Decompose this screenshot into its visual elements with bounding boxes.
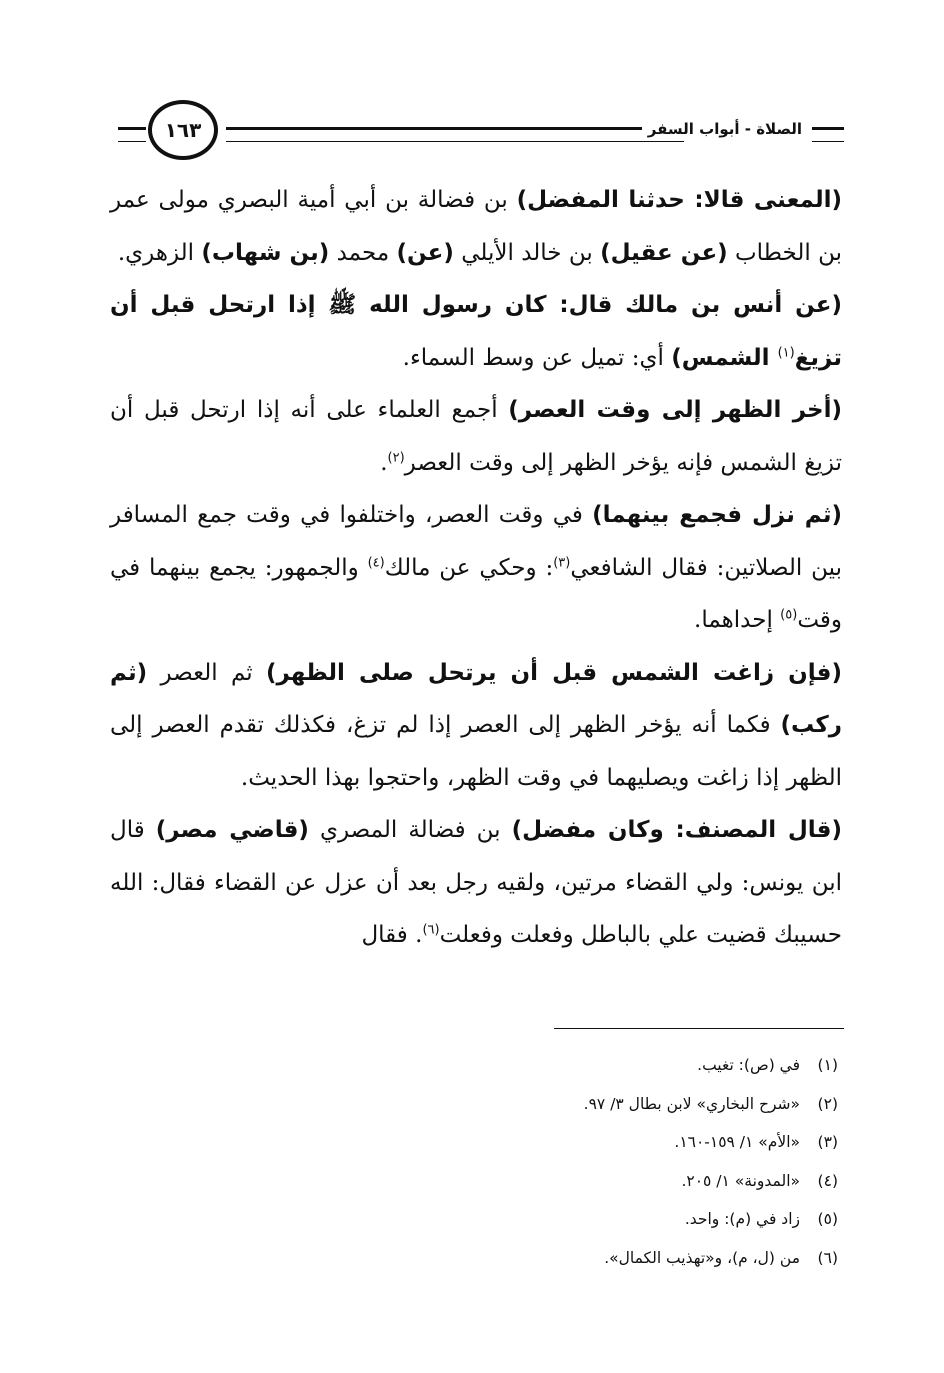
bold-phrase: (ثم نزل فجمع بينهما) xyxy=(592,502,842,528)
page-header xyxy=(118,100,844,170)
bold-phrase: (المعنى قالا: حدثنا المفضل) xyxy=(516,187,843,213)
footnote-item xyxy=(318,1162,838,1201)
text-run: أجمع العلماء على أنه إذا ارتحل قبل أن تزيغ الشمس فإنه يؤخر الظهر إلى وقت العصر xyxy=(110,397,842,476)
footnote-number: (٥) xyxy=(817,1210,838,1228)
footnote-number: (٢) xyxy=(817,1094,838,1113)
footnotes-list xyxy=(318,1046,838,1277)
paragraph xyxy=(110,174,842,279)
text-run: بن فضالة المصري xyxy=(308,817,512,843)
paragraph xyxy=(110,804,842,962)
footnote-text: في (ص): تغيب. xyxy=(697,1056,800,1074)
bold-phrase: (فإن زاغت الشمس قبل أن يرتحل صلى الظهر) xyxy=(266,659,842,686)
text-run: الزهري. xyxy=(117,239,202,266)
footnote-text: «شرح البخاري» لابن بطال ٣/ ٩٧. xyxy=(583,1094,800,1113)
text-run: محمد xyxy=(329,239,397,266)
footnote-ref[interactable]: (٥) xyxy=(780,607,798,623)
footnote-item xyxy=(318,1200,838,1239)
footnote-number: (٤) xyxy=(817,1171,838,1190)
header-rule xyxy=(118,127,146,142)
bold-phrase: (أخر الظهر إلى وقت العصر) xyxy=(508,397,842,423)
bold-phrase: (عن عقيل) xyxy=(600,239,728,266)
footnote-text: «المدونة» ١/ ٢٠٥. xyxy=(681,1171,800,1190)
page-number: ١٦٣ xyxy=(164,118,202,142)
text-run: أي: تميل عن وسط السماء. xyxy=(402,344,672,371)
text-run: إحداهما. xyxy=(694,607,781,633)
text-run: فكما أنه يؤخر الظهر إلى العصر إذا لم تزغ، فكذلك تقدم العصر إلى الظهر إذا زاغت ويصليهما في وقت الظهر، واحتجوا بهذا الحديث. xyxy=(110,712,842,791)
footnote-ref[interactable]: (٢) xyxy=(387,449,405,465)
text-run: في وقت العصر، واختلفوا في وقت جمع المسافر بين الصلاتين: فقال الشافعي xyxy=(110,502,842,581)
footnote-ref[interactable]: (٤) xyxy=(367,554,385,570)
header-rule xyxy=(812,127,844,142)
text-run: قال ابن يونس: ولي القضاء مرتين، ولقيه رجل بعد أن عزل عن القضاء فقال: الله حسيبك قضيت علي بالباطل وفعلت وفعلت xyxy=(110,817,842,948)
footnote-number: (٦) xyxy=(817,1248,838,1267)
footnote-number: (٣) xyxy=(817,1133,838,1151)
footnote-ref[interactable]: (٣) xyxy=(553,554,571,570)
text-run: . فقال xyxy=(361,922,423,948)
footnote-item xyxy=(318,1239,838,1278)
footnote-text: من (ل، م)، و«تهذيب الكمال». xyxy=(604,1248,800,1267)
bold-phrase: (عن) xyxy=(396,239,454,266)
text-run: . xyxy=(380,449,388,476)
paragraph xyxy=(110,489,842,647)
footnote-text: زاد في (م): واحد. xyxy=(684,1210,800,1228)
footnote-item xyxy=(318,1123,838,1162)
page-number-badge xyxy=(148,100,218,160)
footnote-divider xyxy=(554,1028,844,1029)
footnote-number: (١) xyxy=(817,1056,838,1074)
paragraph xyxy=(110,384,842,489)
bold-phrase: الشمس) xyxy=(671,344,778,371)
bold-phrase: (قاضي مصر) xyxy=(155,817,309,843)
footnote-ref[interactable]: (٦) xyxy=(422,922,440,938)
text-run: بن فضالة بن أبي أمية البصري مولى عمر بن الخطاب xyxy=(110,187,842,266)
text-run: بن خالد الأيلي xyxy=(453,239,601,266)
footnote-text: «الأم» ١/ ١٥٩-١٦٠. xyxy=(674,1133,800,1151)
footnote-item xyxy=(318,1085,838,1124)
header-rule xyxy=(226,127,684,142)
bold-phrase: (قال المصنف: وكان مفضل) xyxy=(511,817,843,843)
text-run: : وحكي عن مالك xyxy=(384,554,554,581)
bold-phrase: (بن شهاب) xyxy=(201,239,330,266)
bold-phrase: (ثم ركب) xyxy=(110,659,842,738)
main-text xyxy=(110,174,842,962)
paragraph xyxy=(110,279,842,384)
footnote-item xyxy=(318,1046,838,1085)
text-run: ثم العصر xyxy=(147,659,266,686)
footnote-ref[interactable]: (١) xyxy=(777,344,795,360)
bold-phrase: (عن أنس بن مالك قال: كان رسول الله ﷺ إذا ارتحل قبل أن تزيغ xyxy=(110,292,842,371)
running-title: الصلاة - أبواب السفر xyxy=(642,120,808,138)
text-run: والجمهور: يجمع بينهما في وقت xyxy=(110,554,842,633)
paragraph xyxy=(110,647,842,805)
